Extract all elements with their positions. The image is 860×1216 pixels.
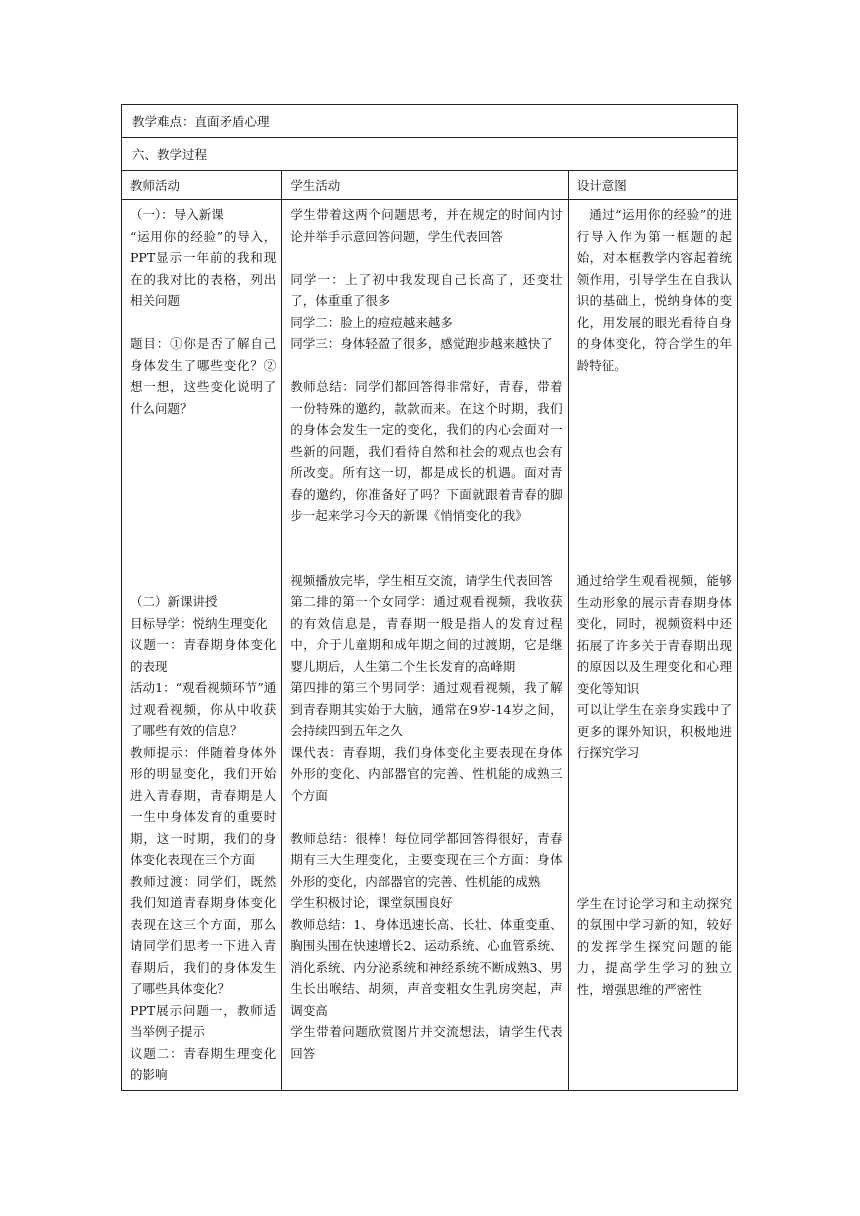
content-row [122, 200, 738, 1091]
teacher-goal: 目标导学：悦纳生理变化 [130, 615, 268, 631]
section-title: 六、教学过程 [122, 138, 738, 171]
teacher-topic2: 议题二：青春期生理变化的影响 [130, 1045, 277, 1082]
header-row [122, 171, 738, 200]
design-column [568, 200, 737, 1091]
design-part2c: 学生在讨论学习和主动探究的氛围中学习新的知，较好的发挥学生探究问题的能力，提高学生学习的独立性，增强思维的严密性 [576, 895, 732, 997]
teacher-part1-title: （一）：导入新课 [130, 207, 224, 222]
student-discussion: 学生积极讨论，课堂氛围良好 [290, 895, 453, 910]
student-summary-3: 教师总结：1、身体迅速长高、长壮、体重变重、胸围头围在快速增长2、运动系统、心血管系统、消化系统、内分泌系统和神经系统不断成熟3、男生长出喉结、胡须，声音变粗女生乳房突起，声调变高 [290, 916, 563, 1018]
teacher-part1-question: 题目：①你是否了解自己身体发生了哪些变化？②想一想，这些变化说明了什么问题？ [130, 336, 277, 416]
header-design: 设计意图 [568, 171, 737, 200]
teacher-part1-intro: “运用你的经验”的导入，PPT显示一年前的我和现在的我对比的表格，列出相关问题 [130, 228, 277, 308]
student-summary-1: 教师总结：同学们都回答得非常好，青春，带着一份特殊的邀约，款款而来。在这个时期，我们的身体会发生一定的变化，我们的内心会面对一些新的问题，我们看待自然和社会的观点也会有所改变。所有这一切，都是成长的机遇。面对青春的邀约，你准备好了吗？下面就跟着青春的脚步一起来学习今天的新课《悄悄变化的我》 [290, 379, 563, 523]
student-rep-answer: 课代表：青春期，我们身体变化主要表现在身体外形的变化、内部器官的完善、性机能的成熟三个方面 [290, 744, 563, 803]
student-video-done: 视频播放完毕，学生相互交流，请学生代表回答 [290, 572, 553, 588]
student-summary-2: 教师总结：很棒！每位同学都回答得很好，青春期有三大生理变化，主要变现在三个方面：身体外形的变化，内部器官的完善、性机能的成熟 [290, 830, 563, 889]
design-part2b: 可以让学生在亲身实践中了更多的课外知识，积极地进行探究学习 [576, 702, 732, 760]
header-student: 学生活动 [282, 171, 568, 200]
teacher-hint: 教师提示：伴随着身体外形的明显变化，我们开始进入青春期，青春期是人一生中身体发育的重要时期，这一时期，我们的身体变化表现在三个方面 [130, 744, 277, 867]
design-part2a: 通过给学生观看视频，能够生动形象的展示青春期身体变化，同时，视频资料中还拓展了许多关于青春期出现的原因以及生理变化和心理变化等知识 [576, 573, 732, 696]
lesson-plan-table [121, 104, 738, 1091]
student-answer-2: 同学二：脸上的痘痘越来越多 [290, 314, 453, 330]
teacher-activity1: 活动1：“观看视频环节”通过观看视频，你从中收获了哪些有效的信息？ [130, 680, 277, 738]
student-column [282, 200, 568, 1091]
student-boy-answer: 第四排的第三个男同学：通过观看视频，我了解到青春期其实始于大脑，通常在9岁-14岁之间，会持续四到五年之久 [290, 680, 563, 738]
student-intro: 学生带着这两个问题思考，并在规定的时间内讨论并举手示意回答问题，学生代表回答 [290, 207, 563, 244]
teacher-transition: 教师过渡：同学们，既然我们知道青春期身体变化表现在这三个方面，那么请同学们思考一下进入青春期后，我们的身体发生了哪些具体变化？ [130, 873, 277, 996]
section-row [122, 138, 738, 171]
design-part1: 通过“运用你的经验”的进行导入作为第一框题的起始，对本框教学内容起着统领作用，引导学生在自我认识的基础上，悦纳身体的变化，用发展的眼光看待自身的身体变化，符合学生的年龄特征。 [576, 207, 732, 373]
difficulty-row [122, 105, 738, 138]
teacher-column [122, 200, 282, 1091]
difficulty-text: 教学难点：直面矛盾心理 [122, 105, 738, 138]
teacher-ppt: PPT展示问题一，教师适当举例子提示 [130, 1002, 277, 1039]
teacher-part2-title: （二）新课讲授 [130, 594, 218, 609]
teacher-topic1: 议题一：青春期身体变化的表现 [130, 637, 277, 674]
student-girl-answer: 第二排的第一个女同学：通过观看视频，我收获的有效信息是，青春期一般是指人的发育过程中，介于儿童期和成年期之间的过渡期，它是继婴儿期后，人生第二个生长发育的高峰期 [290, 594, 563, 674]
student-pictures: 学生带着问题欣赏图片并交流想法，请学生代表回答 [290, 1024, 563, 1061]
student-answer-3: 同学三：身体轻盈了很多，感觉跑步越来越快了 [290, 336, 553, 351]
student-answer-1: 同学一：上了初中我发现自己长高了，还变壮了，体重重了很多 [290, 271, 563, 308]
header-teacher: 教师活动 [122, 171, 282, 200]
